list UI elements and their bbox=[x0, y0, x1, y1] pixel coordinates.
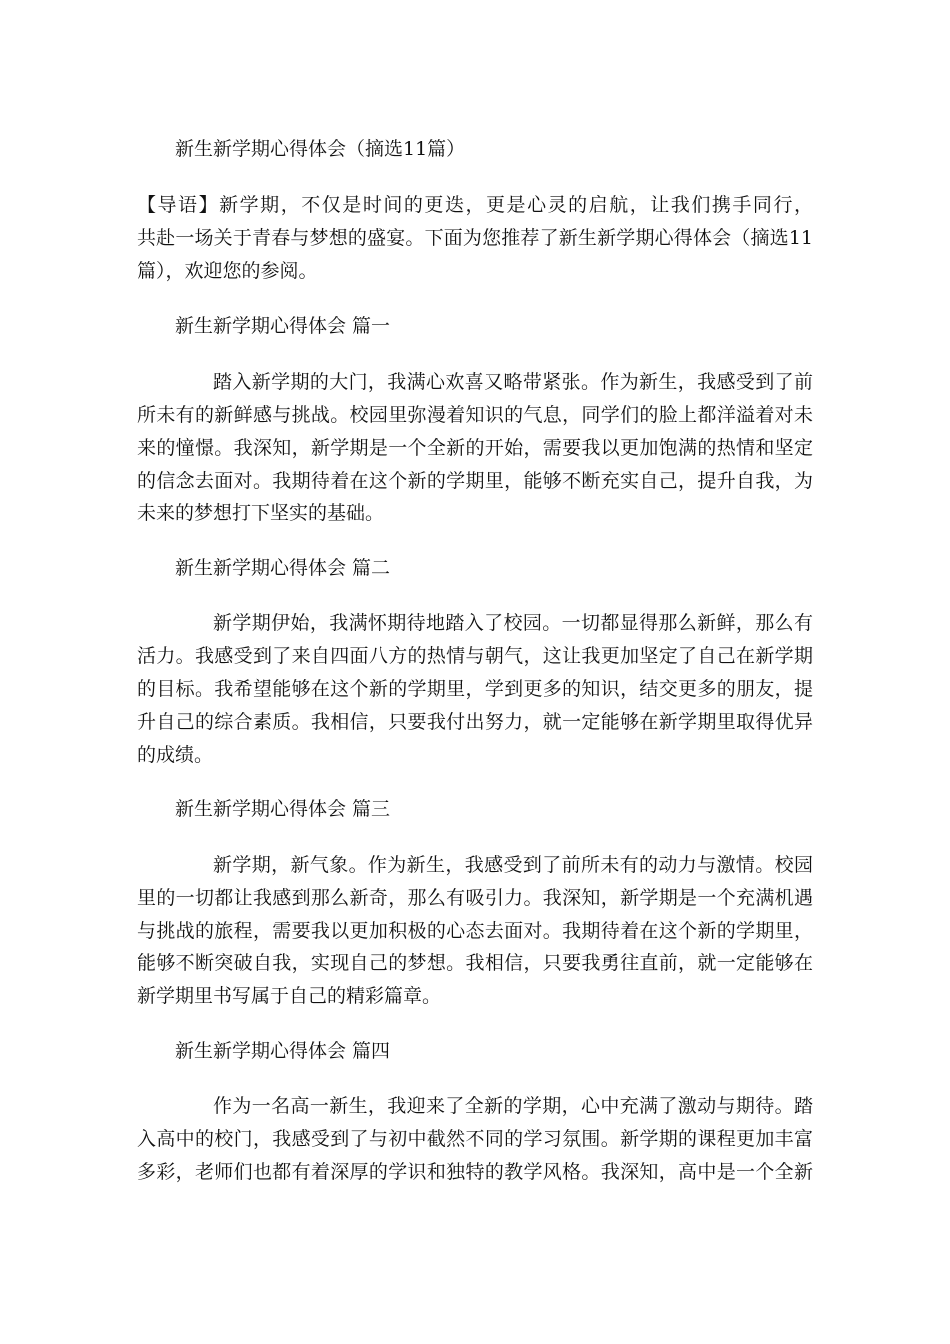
paragraph-line: 未来的梦想打下坚实的基础。 bbox=[137, 502, 385, 524]
intro-line: 【导语】新学期，不仅是时间的更迭，更是心灵的启航，让我们携手同行， bbox=[137, 194, 813, 216]
paragraph-line: 新学期伊始，我满怀期待地踏入了校园。一切都显得那么新鲜，那么有 bbox=[213, 612, 813, 634]
intro-line: 篇），欢迎您的参阅。 bbox=[137, 260, 318, 282]
paragraph-line: 的成绩。 bbox=[137, 744, 214, 766]
paragraph-line: 踏入新学期的大门，我满心欢喜又略带紧张。作为新生，我感受到了前 bbox=[213, 371, 813, 393]
paragraph-line: 的信念去面对。我期待着在这个新的学期里，能够不断充实自己，提升自我，为 bbox=[137, 470, 813, 492]
paragraph-line: 新学期，新气象。作为新生，我感受到了前所未有的动力与激情。校园 bbox=[213, 854, 813, 876]
document-title: 新生新学期心得体会（摘选11篇） bbox=[175, 138, 466, 160]
paragraph-line: 新学期里书写属于自己的精彩篇章。 bbox=[137, 985, 442, 1007]
paragraph-line: 与挑战的旅程，需要我以更加积极的心态去面对。我期待着在这个新的学期里， bbox=[137, 920, 813, 942]
section-heading: 新生新学期心得体会 篇三 bbox=[175, 798, 391, 820]
paragraph-line: 入高中的校门，我感受到了与初中截然不同的学习氛围。新学期的课程更加丰富 bbox=[137, 1128, 813, 1150]
paragraph-line: 里的一切都让我感到那么新奇，那么有吸引力。我深知，新学期是一个充满机遇 bbox=[137, 887, 813, 909]
paragraph-line: 活力。我感受到了来自四面八方的热情与朝气，这让我更加坚定了自己在新学期 bbox=[137, 645, 813, 667]
paragraph-line: 的目标。我希望能够在这个新的学期里，学到更多的知识，结交更多的朋友，提 bbox=[137, 678, 813, 700]
paragraph-line: 来的憧憬。我深知，新学期是一个全新的开始，需要我以更加饱满的热情和坚定 bbox=[137, 437, 813, 459]
section-heading: 新生新学期心得体会 篇一 bbox=[175, 315, 391, 337]
paragraph-line: 能够不断突破自我，实现自己的梦想。我相信，只要我勇往直前，就一定能够在 bbox=[137, 952, 813, 974]
paragraph-line: 所未有的新鲜感与挑战。校园里弥漫着知识的气息，同学们的脸上都洋溢着对未 bbox=[137, 404, 813, 426]
paragraph-line: 作为一名高一新生，我迎来了全新的学期，心中充满了激动与期待。踏 bbox=[213, 1095, 813, 1117]
paragraph-line: 多彩，老师们也都有着深厚的学识和独特的教学风格。我深知，高中是一个全新 bbox=[137, 1161, 813, 1183]
section-heading: 新生新学期心得体会 篇二 bbox=[175, 557, 391, 579]
intro-line: 共赴一场关于青春与梦想的盛宴。下面为您推荐了新生新学期心得体会（摘选11 bbox=[137, 227, 813, 249]
section-heading: 新生新学期心得体会 篇四 bbox=[175, 1040, 391, 1062]
paragraph-line: 升自己的综合素质。我相信，只要我付出努力，就一定能够在新学期里取得优异 bbox=[137, 711, 813, 733]
